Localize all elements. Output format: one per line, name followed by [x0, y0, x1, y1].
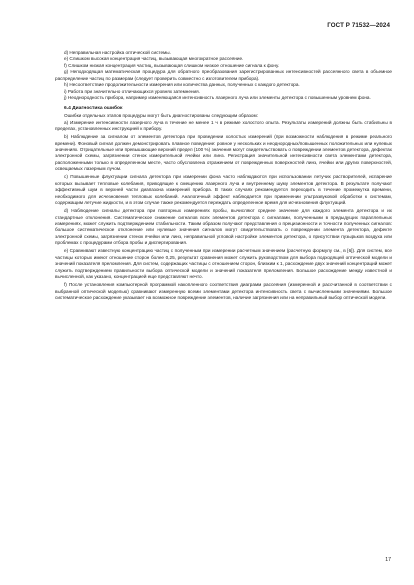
diagnostic-item: f) После установления компьютерной программой накопленного соответствия диаграмм рассеяния (измеренной и рассчитанной в соответствии с выбранной оптической моделью) сравнивают измеренную всеми элементами детектора интенсивность света с вычисленными значениями. Большое систематическое расхождение указывает на возможное повреждение элементов, наличие загрязнения или на неправильный выбор оптической модели. — [55, 282, 392, 300]
document-body — [55, 50, 392, 301]
list-item: j) Неоднородность прибора, например изменяющаяся интенсивность лазерного луча или элементы детектора с повышенным уровнем фона. — [64, 95, 371, 101]
list-item: f) Слишком низкая концентрация частиц, вызывающая слишком низкое отношение сигнала к фону. — [64, 62, 280, 68]
diagnostic-item: d) Наблюдение сигналы детектора при повторных измерениях пробы, вычисляют среднее значение для каждого элемента детектора и их стандартные отклонения. Систематическое снижение сигналов всех элементов детектора с сигналами, полученными в предыдущих параллельных измерениях, может служить подтверждением стабильности. Таким образом получают представления о прецизионности и точности полученных сигналов: большое систематическое отклонение или нулевые значения сигналов могут свидетельствовать о повреждении элемента детектора, дефекте электронной схемы, загрязнении стенок ячейки или линз, неправильной угловой настройке элементов детектора, о присутствии пузырьков воздуха или проблемах с процедурами отбора пробы и диспергирования. — [55, 208, 392, 246]
page-number: 17 — [385, 557, 391, 563]
section-intro: Ошибки отдельных этапов процедуры могут быть диагностированы следующим образом: — [64, 113, 258, 119]
section-title: 6.4 Диагностика ошибок — [64, 105, 123, 111]
list-item: e) Слишком высокая концентрация частиц, вызывающая многократное рассеяние. — [64, 56, 244, 62]
list-item: g) Неподходящая математическая процедура для обратного преобразования зарегистрированных интенсивностей рассеянного света в объемное распределение частиц по размерам (следует проверить совместно с изготовителем прибора). — [55, 69, 392, 81]
standard-header: ГОСТ Р 71532—2024 — [327, 22, 390, 29]
list-item: i) Работа при значительно отличающихся уровнях затемнения. — [64, 88, 200, 94]
diagnostic-item: a) Измерение интенсивности лазерного луча в течение не менее 1 ч в режиме холостого опыта. Результаты измерений должны быть стабильны в пределах, установленных инструкцией к прибору. — [55, 119, 392, 132]
diagnostic-item: b) Наблюдение за сигналом от элементов детектора при проведении холостых измерений (при возможности наблюдения в режиме реального времени). Фоновый сигнал должен демонстрировать плавное поведение: ровное у нескольких и неоднородных/повышенных положительных или нулевых значениях. Отрицательные или превышающие верхний предел (100 %) значения могут свидетельствовать о повреждении элементов детектора, дефектах электронной схемы, загрязнении стенок измерительной ячейки или линз. Регистрация значительной интенсивности света элементами детектора, расположенными только в определенном месте, часто обусловлена отражением от поврежденных поверхностей линз, ячейки или других поверхностей, освещаемых лазерным лучом. — [55, 134, 392, 172]
list-item: h) Несоответствие продолжительности измерения или количества данных, полученных с каждого детектора. — [64, 82, 300, 88]
diagnostic-item: e) Сравнивают известную концентрацию частиц с полученным при измерении расчетным значением (расчетную формулу см., в [6]). Для систем, все частицы которых имеют отношение сторон более 0,25, результат сравнения может служить руководством для выбора подходящей оптической модели и значений показателя преломления. Для систем, содержащих частицы с отношением сторон, близким к 1, расхождение двух значений концентраций может служить подтверждением правильности выбора оптической модели и значений показателя преломления. Большое расхождение между известной и вычисленной, как указано, концентрацией еще представляют нечто. — [55, 248, 392, 280]
list-item: d) Неправильная настройка оптической системы. — [64, 50, 171, 55]
diagnostic-item: c) Повышенные флуктуации сигнала детектора при измерении фона часто наблюдаются при использовании летучих растворителей, испарение которых вызывает тепловые колебания, приводящие к смещению лазерного луча и внутреннему шуму элементов детектора. В результате получают эффективный шум в верхней части диапазона измерений прибора. В таких случаях рекомендуется переходить в течение промежутка времени, необходимого для исчезновения тепловых колебаний. Аналогичный эффект наблюдается при применении ультразвуковой обработки к системам, содержащим летучие жидкости, и в этом случае также рекомендуется переждать определенное время для исчезновения флуктуаций. — [55, 174, 392, 206]
